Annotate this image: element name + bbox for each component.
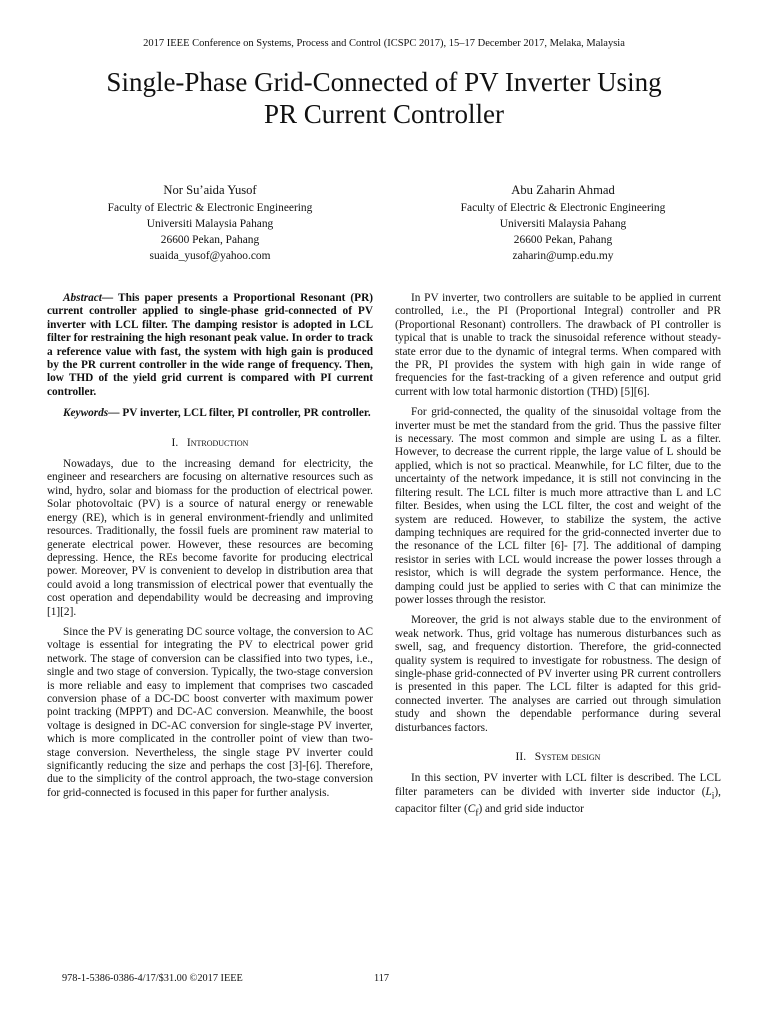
paragraph: Moreover, the grid is not always stable due to the environment of weak network. Thus, grid voltage has numerous disturbances such as swell, sag, and frequency distortion. Therefore, the grid-connected quality system is required to investigate for robustness. The design of single-phase grid-connected of PV inverter using PR current controllers is presented in this paper. The LCL filter is adapted for this grid-connected inverter. The analyses are carried out through simulation study and shown the dependable performance during several disturbances factors. — [395, 614, 721, 734]
author-address: 26600 Pekan, Pahang — [160, 234, 260, 246]
paragraph-text: ) and grid side inductor — [478, 803, 584, 816]
author-name: Nor Su’aida Yusof — [163, 183, 257, 197]
page-number: 117 — [374, 973, 390, 984]
paper-title — [40, 66, 728, 130]
section-number: II. — [515, 751, 527, 763]
symbol: C — [467, 803, 476, 816]
keywords — [47, 407, 373, 420]
paragraph-text: In this section, PV inverter with LCL filter is described. The LCL filter parameters can be divided with inverter side inductor ( — [395, 772, 721, 798]
keywords-lead: Keywords— — [63, 407, 120, 420]
section-heading-introduction — [47, 437, 373, 450]
author-block-1 — [60, 182, 360, 264]
subscript: f — [475, 808, 479, 819]
author-block-2 — [413, 182, 713, 264]
left-column — [47, 292, 373, 807]
paragraph: Since the PV is generating DC source voltage, the conversion to AC voltage is essential for integrating the PV to electrical power grid network. The stage of conversion can be classified into two types, i.e., single and two stage of conversion. Typically, the two-stage conversion is more reliable and easy to implement that comprises two cascaded conversion phase of a DC-DC boost converter with maximum power point tracking (MPPT) and DC-AC conversion. Meanwhile, the boost voltage is designed in DC-AC conversion for single-stage PV inverter, which is more complicated in the controller point of view than two-stage conversion. Nevertheless, the single stage PV inverter could significantly reducing the size and perhaps the cost [3]-[6]. Therefore, due to the simplicity of the control approach, the two-stage conversion for grid-connected is focused in this paper for further analysis. — [47, 625, 373, 799]
author-email: suaida_yusof@yahoo.com — [149, 250, 271, 262]
footer-isbn: 978-1-5386-0386-4/17/$31.00 ©2017 IEEE — [62, 973, 243, 984]
section-heading-system-design — [395, 751, 721, 764]
subscript: i — [711, 791, 715, 802]
paragraph — [395, 772, 721, 821]
keywords-text: PV inverter, LCL filter, PI controller, PR controller. — [119, 407, 371, 420]
section-number: I. — [171, 436, 179, 449]
author-department: Faculty of Electric & Electronic Engineering — [107, 202, 313, 214]
abstract-lead: Abstract— — [63, 292, 114, 304]
author-university: Universiti Malaysia Pahang — [146, 218, 274, 230]
author-department: Faculty of Electric & Electronic Engineering — [460, 202, 666, 214]
right-column — [395, 292, 721, 828]
section-title: Introduction — [186, 436, 249, 449]
paragraph: For grid-connected, the quality of the sinusoidal voltage from the inverter must be met the standard from the grid. Thus the passive filter is necessary. The most common and simple are using L as a filter. However, to decrease the current ripple, the large value of L should be applied, which is not so practical. Meanwhile, for LC filter, due to the uncertainty of the network impedance, it is still not convincing in the filtering result. The LCL filter is much more attractive than L and LC filter. Besides, when using the LCL filter, the cost and weight of the system are reduced. However, to stabilize the system, the active damping techniques are required for the grid-connected inverter due to the resonance of the LCL filter [6]- [7]. The additional of damping resistor in series with LCL would increase the power losses through a resistor, which is will degrade the system performance. Hence, the damping could just be applied to series with C that can minimize the power losses through the resistor. — [395, 406, 721, 606]
title-line-2: PR Current Controller — [264, 99, 504, 129]
abstract-text: This paper presents a Proportional Resonant (PR) current controller applied to single-phase grid-connected of PV inverter with LCL filter. The damping resistor is adopted in LCL filter for restraining the high resonant peak value. In order to track a reference value with fast, the system with high gain is produced by the PR current controller in the wide range of frequency. Then, low THD of the yield grid current is compared with PI current controller. — [47, 292, 373, 398]
title-line-1: Single-Phase Grid-Connected of PV Inverter Using — [106, 67, 662, 97]
author-address: 26600 Pekan, Pahang — [513, 234, 613, 246]
author-email: zaharin@ump.edu.my — [512, 250, 614, 262]
symbol: L — [705, 785, 712, 798]
author-university: Universiti Malaysia Pahang — [499, 218, 627, 230]
author-name: Abu Zaharin Ahmad — [511, 183, 615, 197]
conference-header: 2017 IEEE Conference on Systems, Process and Control (ICSPC 2017), 15–17 December 2017, Melaka, Malaysia — [143, 38, 625, 49]
section-title: System design — [534, 751, 601, 763]
abstract — [47, 292, 373, 399]
paragraph: In PV inverter, two controllers are suitable to be applied in current controlled, i.e., the PI (Proportional Integral) controller and PR (Proportional Resonant) controllers. The drawback of PI controller is typical that is unable to track the sinusoidal reference without steady-state error due to the dynamic of integral terms. When compared with the PR, PI provides the system with high gain in wide range of frequencies for the fast-tracking of a given reference and output grid current with low total harmonic distortion (THD) [5][6]. — [395, 292, 721, 398]
paragraph-text: ), capacitor filter ( — [395, 785, 721, 816]
paragraph: Nowadays, due to the increasing demand for electricity, the engineer and researchers are focusing on alternative resources such as wind, hydro, solar and biomass for the production of electrical power. Solar photovoltaic (PV) is a source of natural energy or renewable energy (RE), which is in general environment-friendly and unlimited resources. Traditionally, the fossil fuels are prominent raw material to generate electrical power. However, these resources are becoming depressing. Hence, the REs become favorite for producing electrical power. Moreover, PV is convenient to develop in distribution area that could avoid a long transmission of electrical power that eventually the cost operation and dependability would be decreasing and improving [1][2]. — [47, 458, 373, 618]
